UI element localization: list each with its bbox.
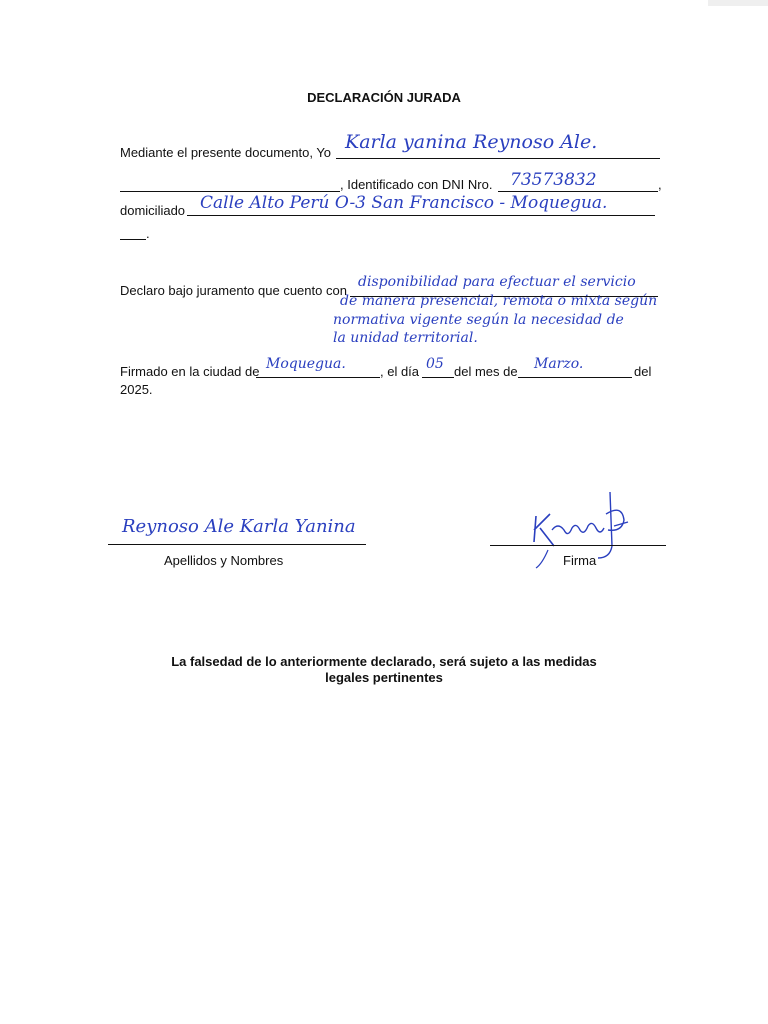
- names-underline: [108, 544, 366, 545]
- handwritten-day: 05: [426, 356, 444, 372]
- firma-label: Firma: [563, 553, 597, 568]
- handwritten-names: Reynoso Ale Karla Yanina: [122, 516, 356, 537]
- footer-line-1: La falsedad de lo anteriormente declarado, será sujeto a las medidas: [171, 654, 597, 669]
- dni-comma: ,: [658, 177, 662, 192]
- handwritten-declaro-2: de manera presencial, remota o mixta según: [340, 293, 658, 309]
- handwritten-address: Calle Alto Perú O-3 San Francisco - Moquegua.: [200, 193, 608, 213]
- dia-label: , el día: [380, 364, 420, 379]
- firma-underline: [490, 545, 666, 546]
- del-label: del: [634, 364, 652, 379]
- name-underline: [336, 158, 660, 159]
- handwritten-dni: 73573832: [510, 170, 597, 190]
- firmado-label: Firmado en la ciudad de: [120, 364, 260, 379]
- document-title: DECLARACIÓN JURADA: [307, 90, 461, 105]
- names-label: Apellidos y Nombres: [164, 553, 284, 568]
- yo-label: Mediante el presente documento, Yo: [120, 145, 332, 160]
- dni-underline: [498, 191, 658, 192]
- city-underline: [256, 377, 380, 378]
- short-underline: [120, 239, 146, 240]
- blank-underline: [120, 191, 340, 192]
- handwritten-declaro-4: la unidad territorial.: [333, 330, 478, 346]
- dni-label: , Identificado con DNI Nro.: [340, 177, 493, 192]
- handwritten-city: Moquegua.: [266, 356, 346, 372]
- declaro-label: Declaro bajo juramento que cuento con: [120, 283, 347, 298]
- footer-line-2: legales pertinentes: [325, 670, 443, 685]
- address-underline: [187, 215, 655, 216]
- month-underline: [518, 377, 632, 378]
- scan-edge: [708, 0, 768, 6]
- handwritten-declaro-1: disponibilidad para efectuar el servicio: [358, 274, 636, 290]
- domiciliado-label: domiciliado: [120, 203, 186, 218]
- handwritten-name: Karla yanina Reynoso Ale.: [345, 131, 598, 153]
- line4-period: .: [146, 226, 150, 241]
- year-text: 2025.: [120, 382, 153, 397]
- handwritten-declaro-3: normativa vigente según la necesidad de: [333, 312, 624, 328]
- day-underline: [422, 377, 454, 378]
- handwritten-month: Marzo.: [534, 356, 584, 372]
- mes-label: del mes de: [454, 364, 518, 379]
